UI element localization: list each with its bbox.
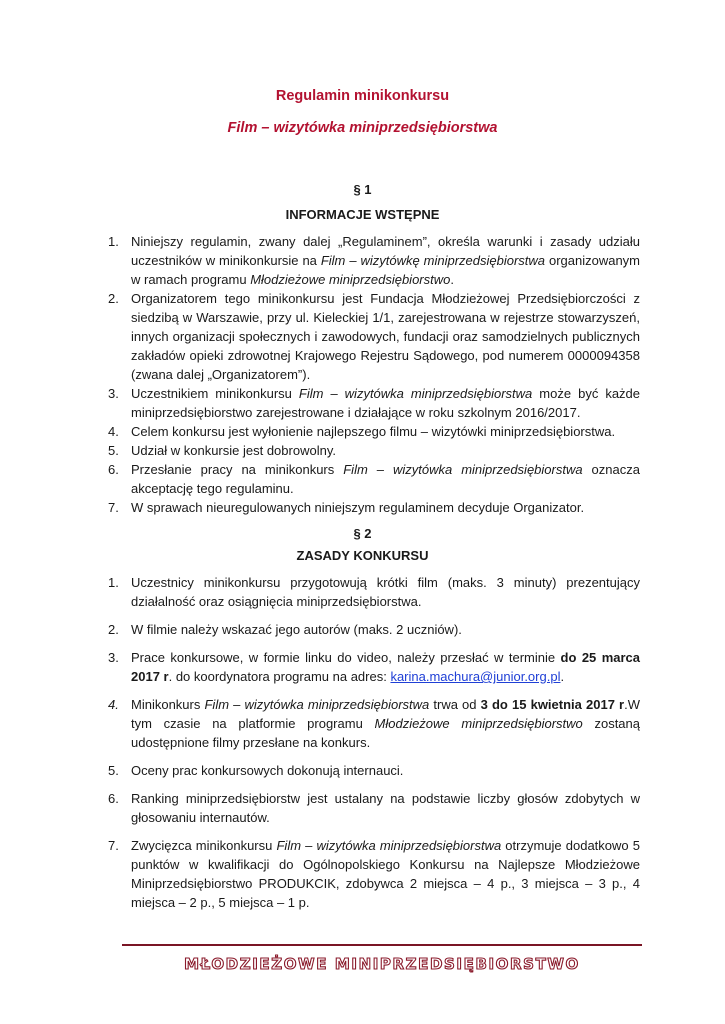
list-item-text: 3 do 15 kwietnia 2017 r [480, 697, 625, 712]
list-item-text: Prace konkursowe, w formie linku do video, należy przesłać w terminie [131, 650, 561, 665]
footer-logo: MŁODZIEŻOWE MINIPRZEDSIĘBIORSTWO [184, 955, 580, 973]
list-item-number: 7. [108, 500, 119, 515]
email-link[interactable]: karina.machura@junior.org.pl [390, 669, 561, 684]
list-item-text: Film – wizytówkę miniprzedsiębiorstwa [320, 253, 546, 268]
list-item [108, 460, 640, 498]
list-item [108, 573, 640, 611]
list-item-text: .W tym czasie na platformie programu [131, 697, 640, 731]
list-item-number: 1. [108, 234, 119, 249]
list-item-text: Uczestnicy minikonkursu przygotowują krótki film (maks. 3 minuty) prezentujący działalność oraz osiągnięcia miniprzedsiębiorstwa. [131, 575, 640, 609]
list-item [108, 648, 640, 686]
list-item [108, 384, 640, 422]
list-item-number: 5. [108, 763, 119, 778]
section-1-list [108, 232, 640, 517]
list-item [108, 695, 640, 752]
section-2-list [108, 573, 640, 921]
section-1-number: § 1 [353, 182, 372, 197]
list-item-number: 6. [108, 462, 119, 477]
list-item-text: Młodzieżowe miniprzedsiębiorstwo [374, 716, 583, 731]
footer-divider [122, 944, 642, 946]
list-item-number: 4. [108, 424, 119, 439]
list-item-text: może być każde miniprzedsiębiorstwo zarejestrowane i działające w roku szkolnym 2016/2017. [131, 386, 641, 420]
list-item [108, 289, 640, 384]
list-item-text: Niniejszy regulamin, zwany dalej „Regulaminem”, określa warunki i zasady udziału uczestników w minikonkursie na [131, 234, 640, 268]
list-item-text: Przesłanie pracy na minikonkurs [131, 462, 344, 477]
list-item-text: zostaną udostępnione filmy przesłane na konkurs. [131, 716, 640, 750]
list-item-number: 5. [108, 443, 119, 458]
list-item-text: Organizatorem tego minikonkursu jest Fundacja Młodzieżowej Przedsiębiorczości z siedzibą w Warszawie, przy ul. Kieleckiej 1/1, zarejestrowana w rejestrze stowarzyszeń, innych organizacji społecznych i zawodowych, fundacji oraz samodzielnych publicznych zakładów opieki zdrowotnej Krajowego Rejestru Sądowego, pod numerem 0000094358 (zwana dalej „Organizatorem”). [131, 291, 640, 382]
list-item-number: 1. [108, 575, 119, 590]
list-item [108, 232, 640, 289]
list-item [108, 789, 640, 827]
list-item-text: Film – wizytówka miniprzedsiębiorstwa [298, 386, 533, 401]
list-item-text: Celem konkursu jest wyłonienie najlepszego filmu – wizytówki miniprzedsiębiorstwa. [131, 424, 616, 439]
list-item-text: organizowanym w ramach programu [131, 253, 641, 287]
list-item-text: Udział w konkursie jest dobrowolny. [131, 443, 336, 458]
list-item-text: otrzymuje dodatkowo 5 punktów w kwalifikacji do Ogólnopolskiego Konkursu na Najlepsze Młodzieżowe Miniprzedsiębiorstwo PRODUKCIK, zdobywca 2 miejsca – 4 p., 3 miejsca – 3 p., 4 miejsca – 2 p., 5 miejsca – 1 p. [131, 838, 640, 910]
list-item-text: . do koordynatora programu na adres: [168, 669, 391, 684]
list-item [108, 441, 640, 460]
list-item-text: Młodzieżowe miniprzedsiębiorstwo [250, 272, 451, 287]
list-item-number: 2. [108, 622, 119, 637]
list-item [108, 836, 640, 912]
list-item-text: Zwycięzca minikonkursu [131, 838, 277, 853]
section-2-heading: ZASADY KONKURSU [296, 548, 429, 563]
list-item [108, 498, 640, 517]
list-item-text: W sprawach nieuregulowanych niniejszym regulaminem decyduje Organizator. [131, 500, 585, 515]
document-subtitle: Film – wizytówka miniprzedsiębiorstwa [227, 120, 498, 136]
list-item-text: Ranking miniprzedsiębiorstw jest ustalany na podstawie liczby głosów zdobytych w głosowaniu internautów. [131, 791, 640, 825]
list-item-text: . [450, 272, 454, 287]
list-item-text: Oceny prac konkursowych dokonują internauci. [131, 763, 404, 778]
list-item-text: Film – wizytówka miniprzedsiębiorstwa [343, 462, 583, 477]
document-title: Regulamin minikonkursu [275, 88, 450, 104]
list-item-number: 2. [108, 291, 119, 306]
list-item-text: Uczestnikiem minikonkursu [131, 386, 299, 401]
list-item-text: do 25 marca 2017 r [131, 650, 641, 684]
list-item-number: 4. [108, 697, 119, 712]
list-item-number: 6. [108, 791, 119, 806]
list-item-text: Minikonkurs [131, 697, 205, 712]
list-item-text: Film – wizytówka miniprzedsiębiorstwa [204, 697, 430, 712]
list-item-text: W filmie należy wskazać jego autorów (maks. 2 uczniów). [131, 622, 462, 637]
list-item-text: . [560, 669, 565, 684]
section-1-heading: INFORMACJE WSTĘPNE [285, 207, 440, 222]
list-item [108, 761, 640, 780]
list-item-text: oznacza akceptację tego regulaminu. [131, 462, 640, 496]
list-item-number: 3. [108, 650, 119, 665]
list-item-number: 3. [108, 386, 119, 401]
section-2-number: § 2 [353, 526, 372, 541]
list-item [108, 620, 640, 639]
list-item-number: 7. [108, 838, 119, 853]
list-item-text: trwa od [429, 697, 481, 712]
list-item-text: Film – wizytówka miniprzedsiębiorstwa [276, 838, 502, 853]
list-item [108, 422, 640, 441]
